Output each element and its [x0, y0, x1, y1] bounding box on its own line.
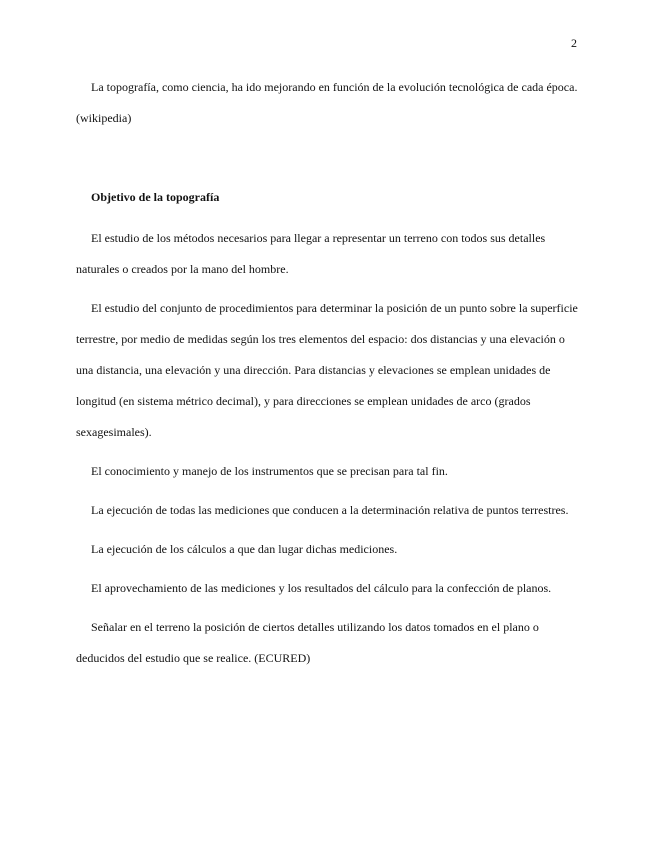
document-body — [76, 72, 580, 682]
paragraph: El estudio del conjunto de procedimientos para determinar la posición de un punto sobre la superficie terrestre, por medio de medidas según los tres elementos del espacio: dos distancias y una elevación o una distancia, una elevación y una dirección. Para distancias y elevaciones se emplean unidades de longitud (en sistema métrico decimal), y para direcciones se emplean unidades de arco (grados sexagesimales). — [76, 301, 578, 439]
intro-paragraph: La topografía, como ciencia, ha ido mejorando en función de la evolución tecnológica de cada época. (wikipedia) — [76, 80, 578, 125]
paragraph: El aprovechamiento de las mediciones y los resultados del cálculo para la confección de planos. — [91, 581, 552, 595]
paragraph: El conocimiento y manejo de los instrumentos que se precisan para tal fin. — [91, 464, 448, 478]
paragraph: La ejecución de todas las mediciones que conducen a la determinación relativa de puntos terrestres. — [91, 503, 569, 517]
paragraph: El estudio de los métodos necesarios para llegar a representar un terreno con todos sus detalles naturales o creados por la mano del hombre. — [76, 231, 546, 276]
paragraph: Señalar en el terreno la posición de ciertos detalles utilizando los datos tomados en el plano o deducidos del estudio que se realice. (ECURED) — [76, 620, 539, 665]
page-number: 2 — [571, 36, 577, 50]
paragraph: La ejecución de los cálculos a que dan lugar dichas mediciones. — [91, 542, 398, 556]
section-heading: Objetivo de la topografía — [91, 190, 220, 204]
